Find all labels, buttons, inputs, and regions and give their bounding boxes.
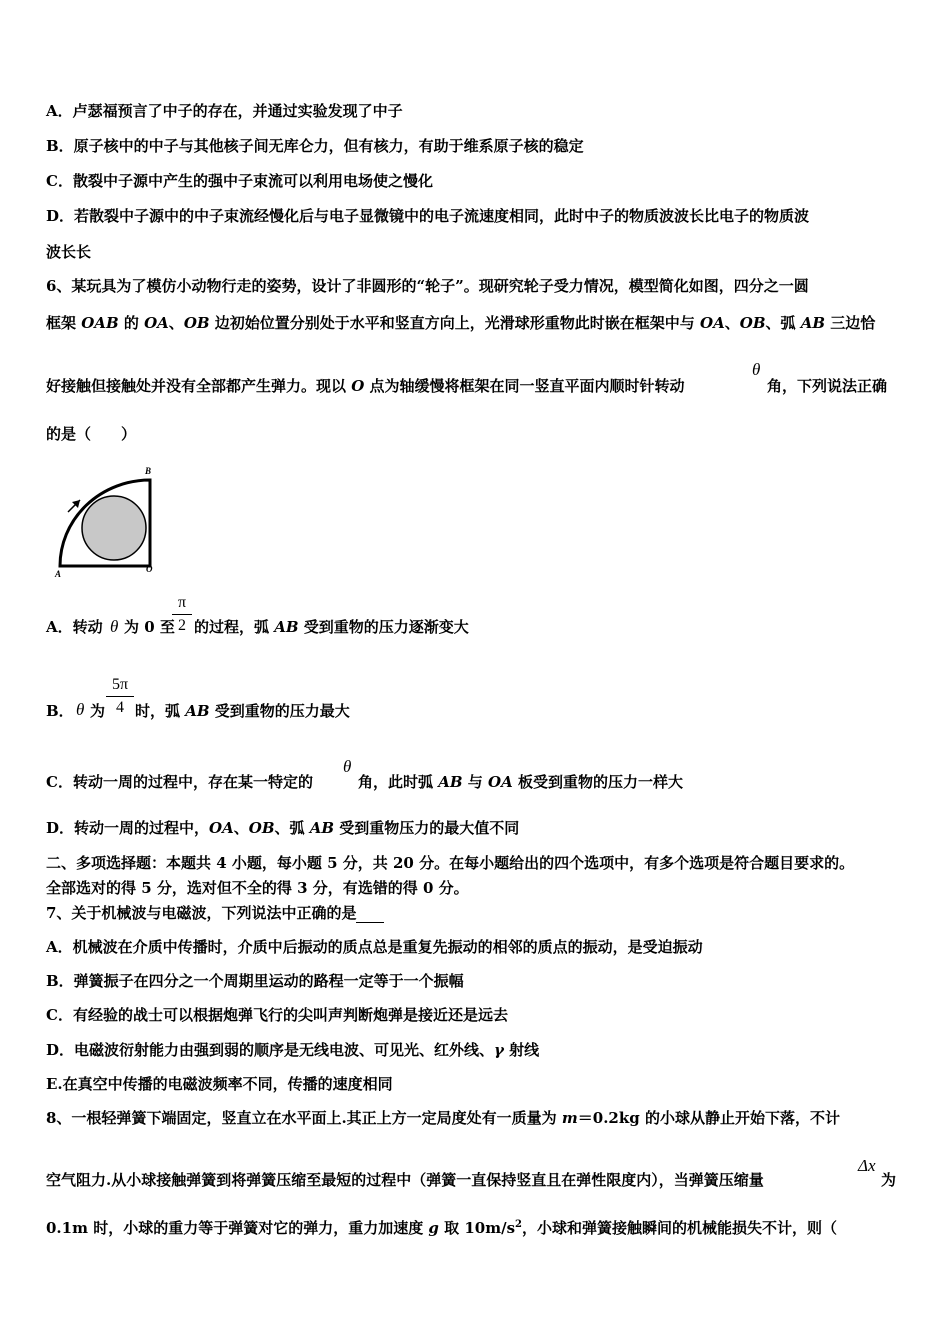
label-oa: OA — [488, 773, 513, 791]
label-a: A — [55, 569, 62, 579]
text: D．电磁波衍射能力由强到弱的顺序是无线电波、可见光、红外线、 — [46, 1041, 495, 1059]
fraction-bar — [172, 614, 192, 615]
q7-option-c: C．有经验的战士可以根据炮弹飞行的尖叫声判断炮弹是接近还是远去 — [46, 1006, 508, 1024]
label-b: B — [145, 466, 152, 476]
q5-option-d-line2: 波长长 — [46, 243, 92, 261]
label-oa: OA — [209, 819, 234, 837]
label-ob: OB — [739, 314, 766, 332]
text: 、弧 — [765, 314, 801, 332]
ball — [82, 496, 146, 560]
q6-option-a-end — [194, 617, 469, 637]
q7-option-b: B．弹簧振子在四分之一个周期里运动的路程一定等于一个振幅 — [46, 972, 464, 990]
q6-stem-line3a — [46, 376, 685, 396]
q8-stem-line2: 空气阻力.从小球接触弹簧到将弹簧压缩至最短的过程中（弹簧一直保持竖直且在弹性限度内），当弹簧压缩量 — [46, 1171, 764, 1189]
text: 受到重物压力的最大值不同 — [334, 819, 520, 837]
text: 受到重物的压力逐渐变大 — [298, 618, 469, 636]
label-ab: AB — [438, 773, 463, 791]
label-ab: AB — [800, 314, 826, 332]
numerator: 5π — [111, 676, 129, 693]
theta-symbol: θ — [343, 757, 352, 776]
gamma-symbol: γ — [494, 1041, 504, 1059]
q7-option-a: A．机械波在介质中传播时，介质中后振动的质点总是重复先振动的相邻的质点的振动，是受迫振动 — [46, 938, 703, 956]
q6-stem-line3b: 角，下列说法正确 — [767, 377, 888, 395]
label-o: O — [351, 377, 365, 395]
text: ＝0.2kg 的小球从静止开始下落，不计 — [577, 1109, 840, 1127]
text: 好接触但接触处并没有全部都产生弹力。现以 — [46, 377, 352, 395]
q6-option-a — [46, 617, 103, 637]
theta-symbol: θ — [752, 360, 761, 379]
label-oa: OA — [700, 314, 725, 332]
text: 时，弧 — [135, 702, 186, 720]
q6-option-d — [46, 818, 519, 838]
label-ab: AB — [309, 819, 335, 837]
text: 的过程，弧 — [194, 618, 275, 636]
text: 8、一根轻弹簧下端固定，竖直立在水平面上.其正上方一定局度处有一质量为 — [46, 1109, 562, 1127]
label-ob: OB — [183, 314, 210, 332]
delta-x-symbol: Δx — [858, 1156, 876, 1175]
denominator: 2 — [178, 617, 186, 634]
q6-option-a-mid: 为 0 至 — [124, 618, 175, 636]
section2-heading-line2: 全部选对的得 5 分，选对但不全的得 3 分，有选错的得 0 分。 — [46, 879, 469, 897]
label-oa: OA — [144, 314, 169, 332]
answer-blank — [356, 908, 384, 923]
fraction-bar — [106, 696, 134, 697]
q8-stem-line2-end: 为 — [881, 1171, 897, 1189]
text: 与 — [462, 773, 489, 791]
label-ab: AB — [274, 618, 299, 636]
q5-option-b: B．原子核中的中子与其他核子间无库仑力，但有核力，有助于维系原子核的稳定 — [46, 137, 584, 155]
quarter-circle-frame-figure — [50, 460, 160, 580]
label-oab: OAB — [81, 314, 119, 332]
section2-heading-line1: 二、多项选择题：本题共 4 小题，每小题 5 分，共 20 分。在每小题给出的四个选项中，有多个选项是符合题目要求的。 — [46, 854, 855, 872]
text: 、 — [168, 314, 184, 332]
q6-stem-line2 — [46, 313, 875, 333]
q6-option-b-mid: 为 — [90, 702, 106, 720]
q7-stem — [46, 903, 384, 923]
superscript: 2 — [515, 1219, 523, 1230]
text: ，小球和弹簧接触瞬间的机械能损失不计，则（ — [522, 1219, 838, 1237]
numerator: π — [177, 594, 187, 611]
mass-symbol: m — [561, 1109, 578, 1127]
q7-option-d — [46, 1040, 539, 1060]
label-o: O — [146, 564, 153, 574]
label-ob: OB — [248, 819, 275, 837]
q5-option-d-line1: D．若散裂中子源中的中子束流经慢化后与电子显微镜中的电子流速度相同，此时中子的物质波波长比电子的物质波 — [46, 207, 810, 225]
label-ab: AB — [185, 702, 210, 720]
text: 三边恰 — [825, 314, 876, 332]
text: 的 — [118, 314, 145, 332]
q6-stem-line1: 6、某玩具为了模仿小动物行走的姿势，设计了非圆形的“轮子”。现研究轮子受力情况，模型简化如图，四分之一圆 — [46, 277, 809, 295]
theta-symbol: θ — [76, 700, 85, 719]
q6-option-b: B． — [46, 702, 74, 720]
q7-option-e: E.在真空中传播的电磁波频率不同，传播的速度相同 — [46, 1075, 393, 1093]
q6-option-b-end — [135, 701, 350, 721]
q6-option-c-end — [358, 772, 683, 792]
q5-option-a: A．卢瑟福预言了中子的存在，并通过实验发现了中子 — [46, 102, 403, 120]
q5-option-c: C．散裂中子源中产生的强中子束流可以利用电场使之慢化 — [46, 172, 433, 190]
text: 边初始位置分别处于水平和竖直方向上，光滑球形重物此时嵌在框架中与 — [209, 314, 701, 332]
theta-symbol: θ — [110, 617, 119, 636]
text: 角，此时弧 — [358, 773, 439, 791]
text: 射线 — [503, 1041, 540, 1059]
text: D．转动一周的过程中， — [46, 819, 210, 837]
q8-stem-line1 — [46, 1108, 840, 1128]
text: 、弧 — [274, 819, 310, 837]
text: A．转动 — [46, 618, 103, 636]
text: 点为轴缓慢将框架在同一竖直平面内顺时针转动 — [364, 377, 685, 395]
fraction-5pi-over-4 — [106, 676, 134, 717]
fraction-pi-over-2 — [172, 594, 192, 635]
text: 框架 — [46, 314, 82, 332]
q6-option-c: C．转动一周的过程中，存在某一特定的 — [46, 773, 313, 791]
text: 0.1m 时，小球的重力等于弹簧对它的弹力，重力加速度 — [46, 1219, 429, 1237]
text: 取 10m/s — [438, 1219, 516, 1237]
denominator: 4 — [116, 699, 124, 716]
q6-stem-line4: 的是（ ） — [46, 425, 137, 443]
text: 、 — [233, 819, 249, 837]
text: 板受到重物的压力一样大 — [512, 773, 683, 791]
q8-stem-line3 — [46, 1218, 837, 1241]
text: 7、关于机械波与电磁波，下列说法中正确的是 — [46, 904, 357, 922]
text: 受到重物的压力最大 — [209, 702, 350, 720]
text: 、 — [724, 314, 740, 332]
gravity-symbol: g — [428, 1219, 439, 1237]
